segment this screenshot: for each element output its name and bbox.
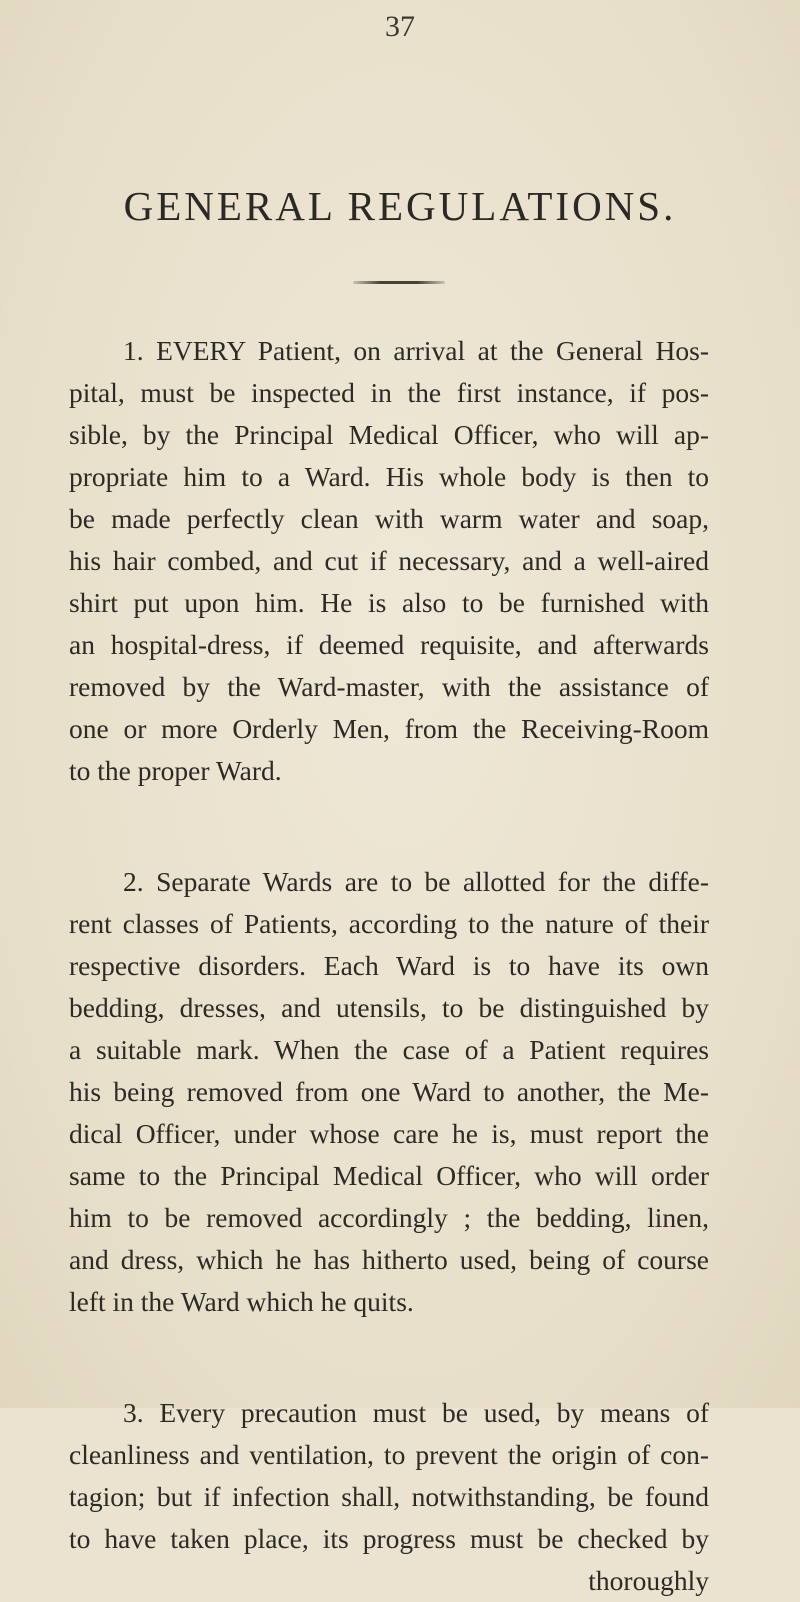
text-line: an hospital-dress, if deemed requisite, and afterwards [69, 629, 709, 660]
text-line: propriate him to a Ward. His whole body is then to [69, 461, 709, 492]
title-rule-ornament [353, 281, 445, 284]
page-title: GENERAL REGULATIONS. [123, 183, 677, 229]
regulation-paragraph-1 [69, 330, 709, 792]
text-line: cleanliness and ventilation, to prevent the origin of con- [69, 1439, 709, 1470]
text-line: rent classes of Patients, according to the nature of their [69, 908, 709, 939]
text-line: pital, must be inspected in the first instance, if pos- [69, 377, 709, 408]
text-line: one or more Orderly Men, from the Receiving-Room [69, 713, 709, 744]
text-line: same to the Principal Medical Officer, who will order [69, 1160, 709, 1191]
text-line: removed by the Ward-master, with the assistance of [69, 671, 709, 702]
text-line: him to be removed accordingly ; the bedding, linen, [69, 1202, 709, 1233]
catchword: thoroughly [588, 1565, 709, 1596]
text-line: 1. EVERY Patient, on arrival at the General Hos- [123, 335, 709, 366]
text-line: a suitable mark. When the case of a Patient requires [69, 1034, 709, 1065]
text-line: 2. Separate Wards are to be allotted for the diffe- [123, 866, 709, 897]
text-line: 3. Every precaution must be used, by means of [123, 1397, 709, 1428]
text-line: be made perfectly clean with warm water and soap, [69, 503, 709, 534]
text-line: his hair combed, and cut if necessary, and a well-aired [69, 545, 709, 576]
text-line: shirt put upon him. He is also to be furnished with [69, 587, 709, 618]
page-number: 37 [385, 10, 415, 43]
text-line: to the proper Ward. [69, 755, 282, 786]
text-line: dical Officer, under whose care he is, must report the [69, 1118, 709, 1149]
text-line: his being removed from one Ward to another, the Me- [69, 1076, 709, 1107]
text-line: sible, by the Principal Medical Officer, who will ap- [69, 419, 709, 450]
regulations-body [69, 330, 709, 1602]
text-line: and dress, which he has hitherto used, being of course [69, 1244, 709, 1275]
text-line: tagion; but if infection shall, notwithstanding, be found [69, 1481, 709, 1512]
text-line: bedding, dresses, and utensils, to be distinguished by [69, 992, 709, 1023]
regulation-paragraph-3 [69, 1392, 709, 1602]
text-line: left in the Ward which he quits. [69, 1286, 414, 1317]
text-line: respective disorders. Each Ward is to have its own [69, 950, 709, 981]
regulation-paragraph-2 [69, 861, 709, 1323]
text-line: to have taken place, its progress must be checked by [69, 1523, 709, 1554]
